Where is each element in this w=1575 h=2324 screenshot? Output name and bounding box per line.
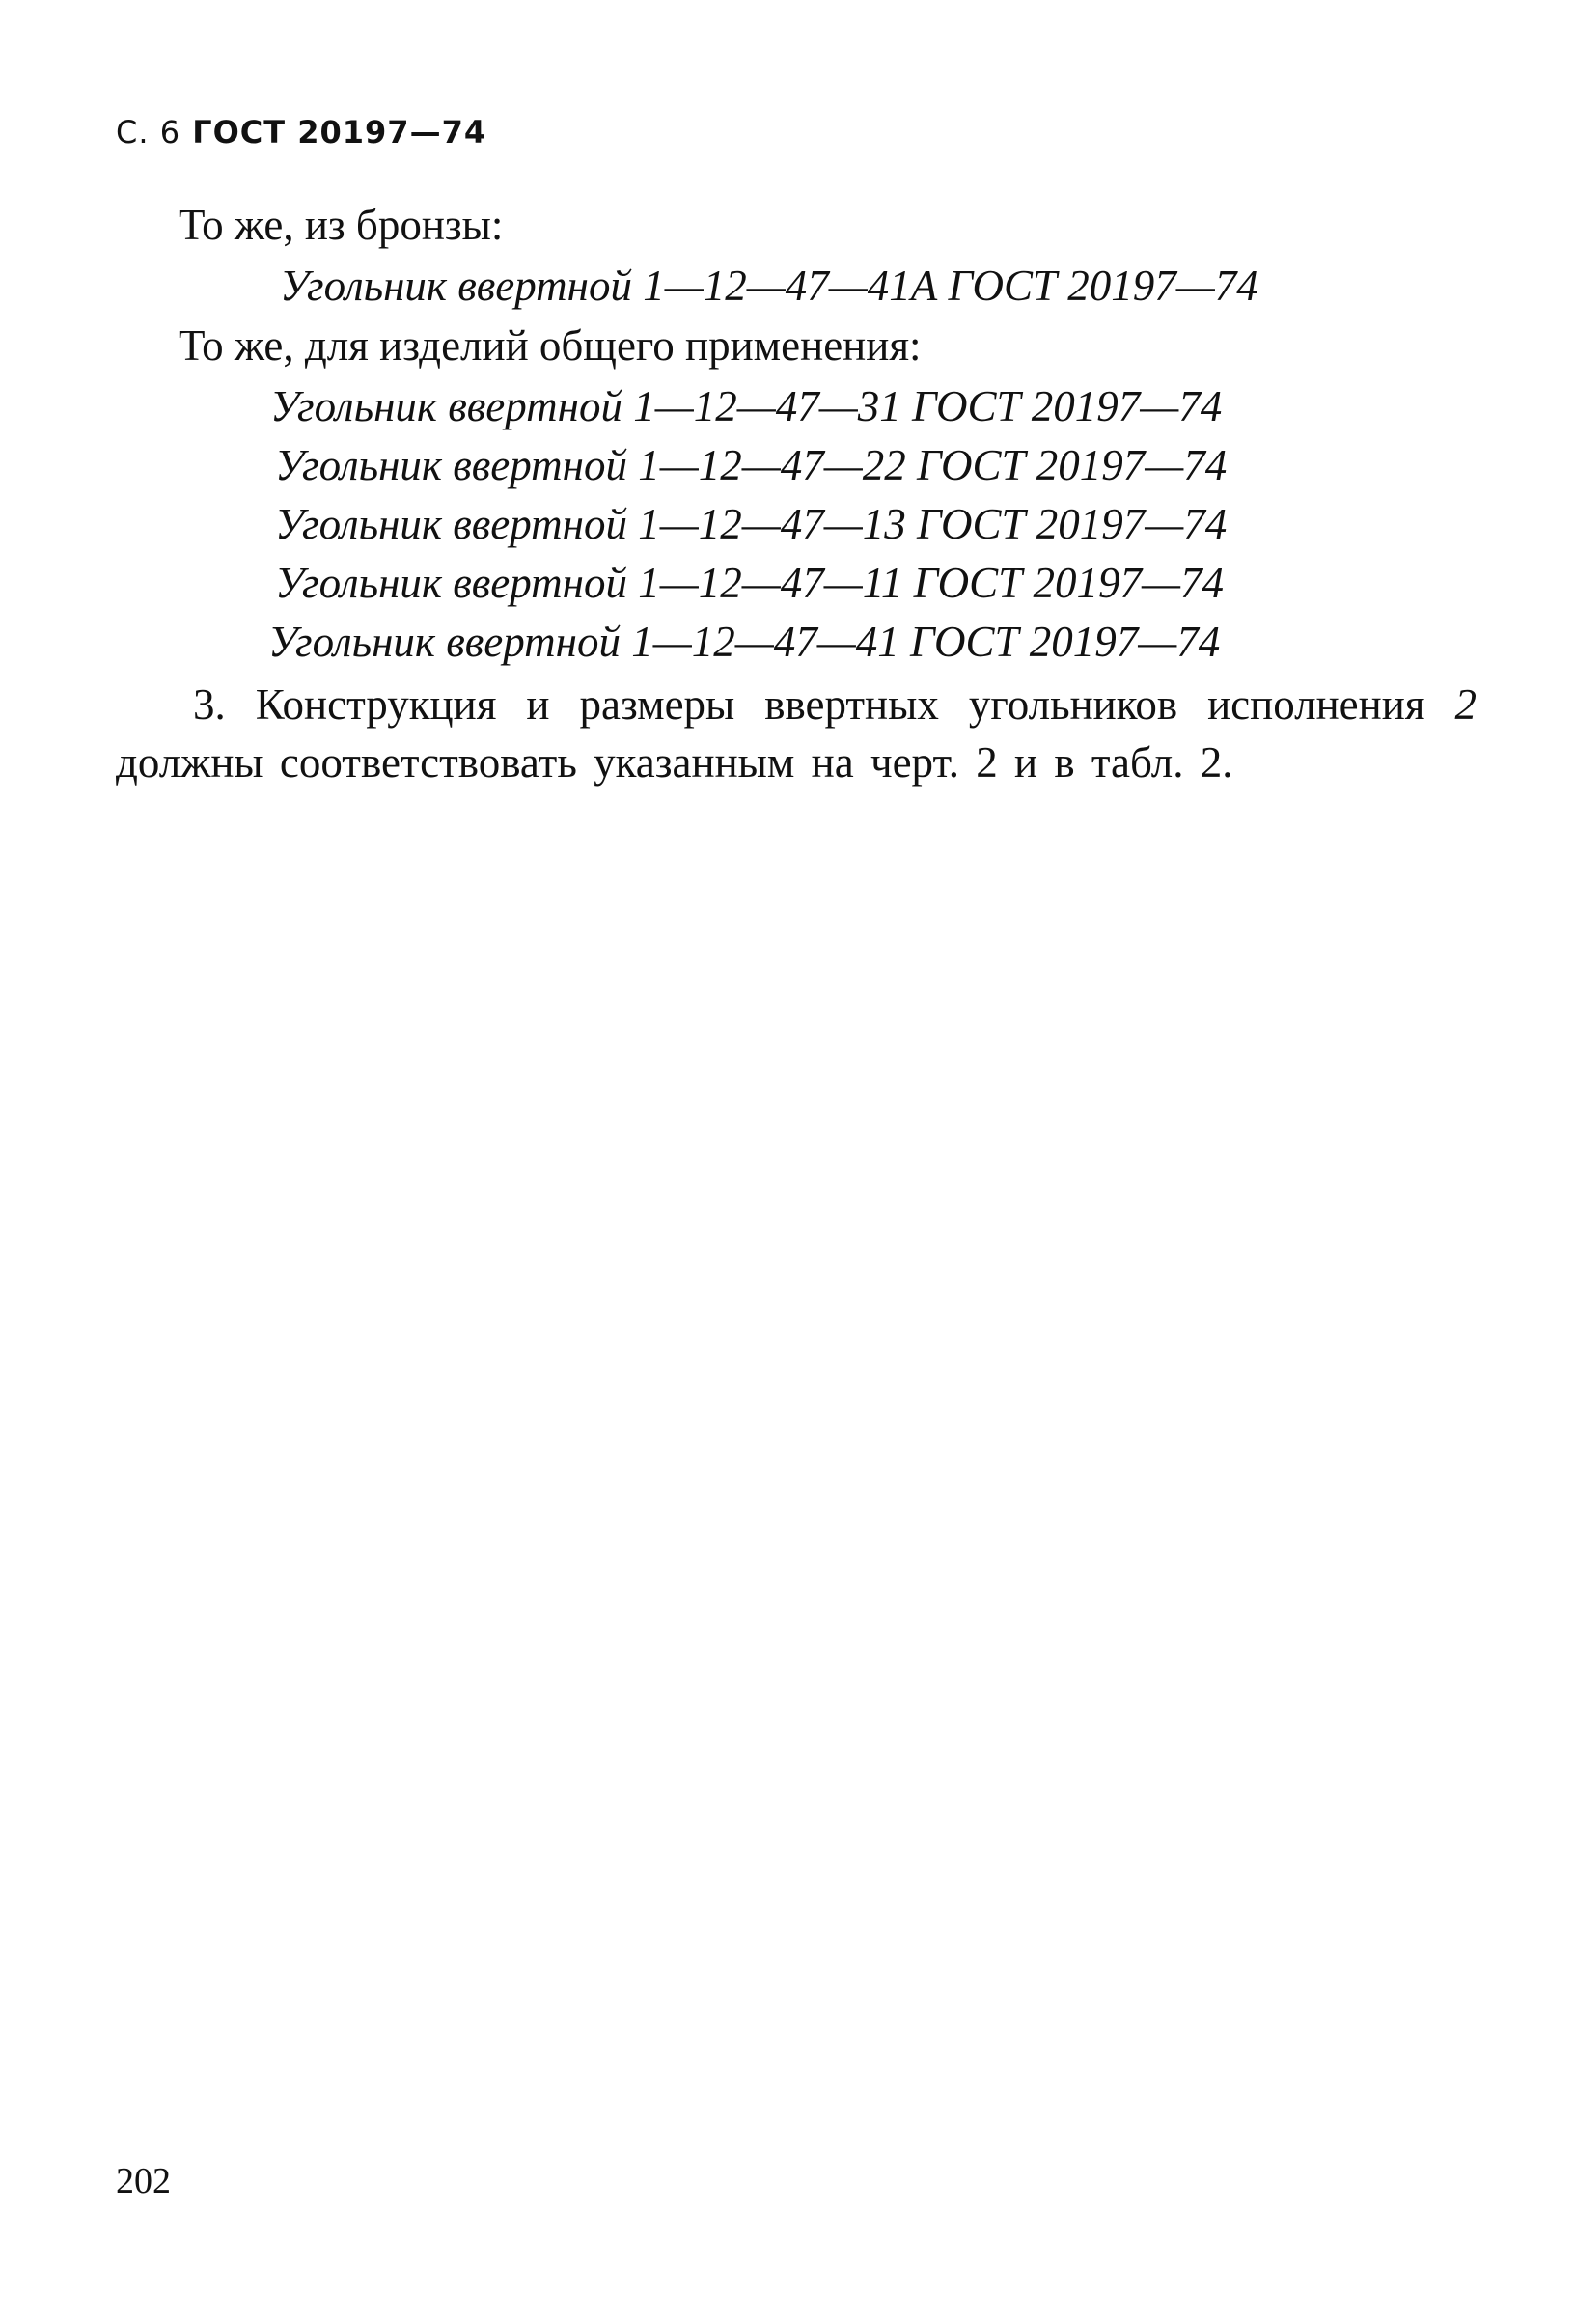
page-header xyxy=(116,114,486,151)
paragraph-3-line-2: должны соответствовать указанным на черт. 2 и в табл. 2. xyxy=(116,738,1233,787)
designation-line: Угольник ввертной 1—12—47—13 ГОСТ 20197—74 xyxy=(275,500,1228,548)
page-reference: С. 6 xyxy=(116,114,181,151)
execution-number: 2 xyxy=(1454,680,1477,729)
designation-line: Угольник ввертной 1—12—47—31 ГОСТ 20197—74 xyxy=(270,382,1223,430)
paragraph-3-line-1 xyxy=(116,676,1477,733)
paragraph-3-text: 3. Конструкция и размеры ввертных угольников исполнения xyxy=(193,680,1425,729)
designation-line: Угольник ввертной 1—12—47—41 ГОСТ 20197—74 xyxy=(268,618,1221,666)
designation-line: Угольник ввертной 1—12—47—41А ГОСТ 20197—74 xyxy=(280,262,1258,310)
designation-line: Угольник ввертной 1—12—47—11 ГОСТ 20197—74 xyxy=(275,559,1224,607)
paragraph-3 xyxy=(116,676,1477,791)
section-intro-bronze: То же, из бронзы: xyxy=(179,201,504,249)
page-number: 202 xyxy=(116,2161,171,2201)
designation-line: Угольник ввертной 1—12—47—22 ГОСТ 20197—74 xyxy=(275,441,1228,489)
section-intro-general: То же, для изделий общего применения: xyxy=(179,321,922,370)
standard-code: ГОСТ 20197—74 xyxy=(192,114,487,151)
